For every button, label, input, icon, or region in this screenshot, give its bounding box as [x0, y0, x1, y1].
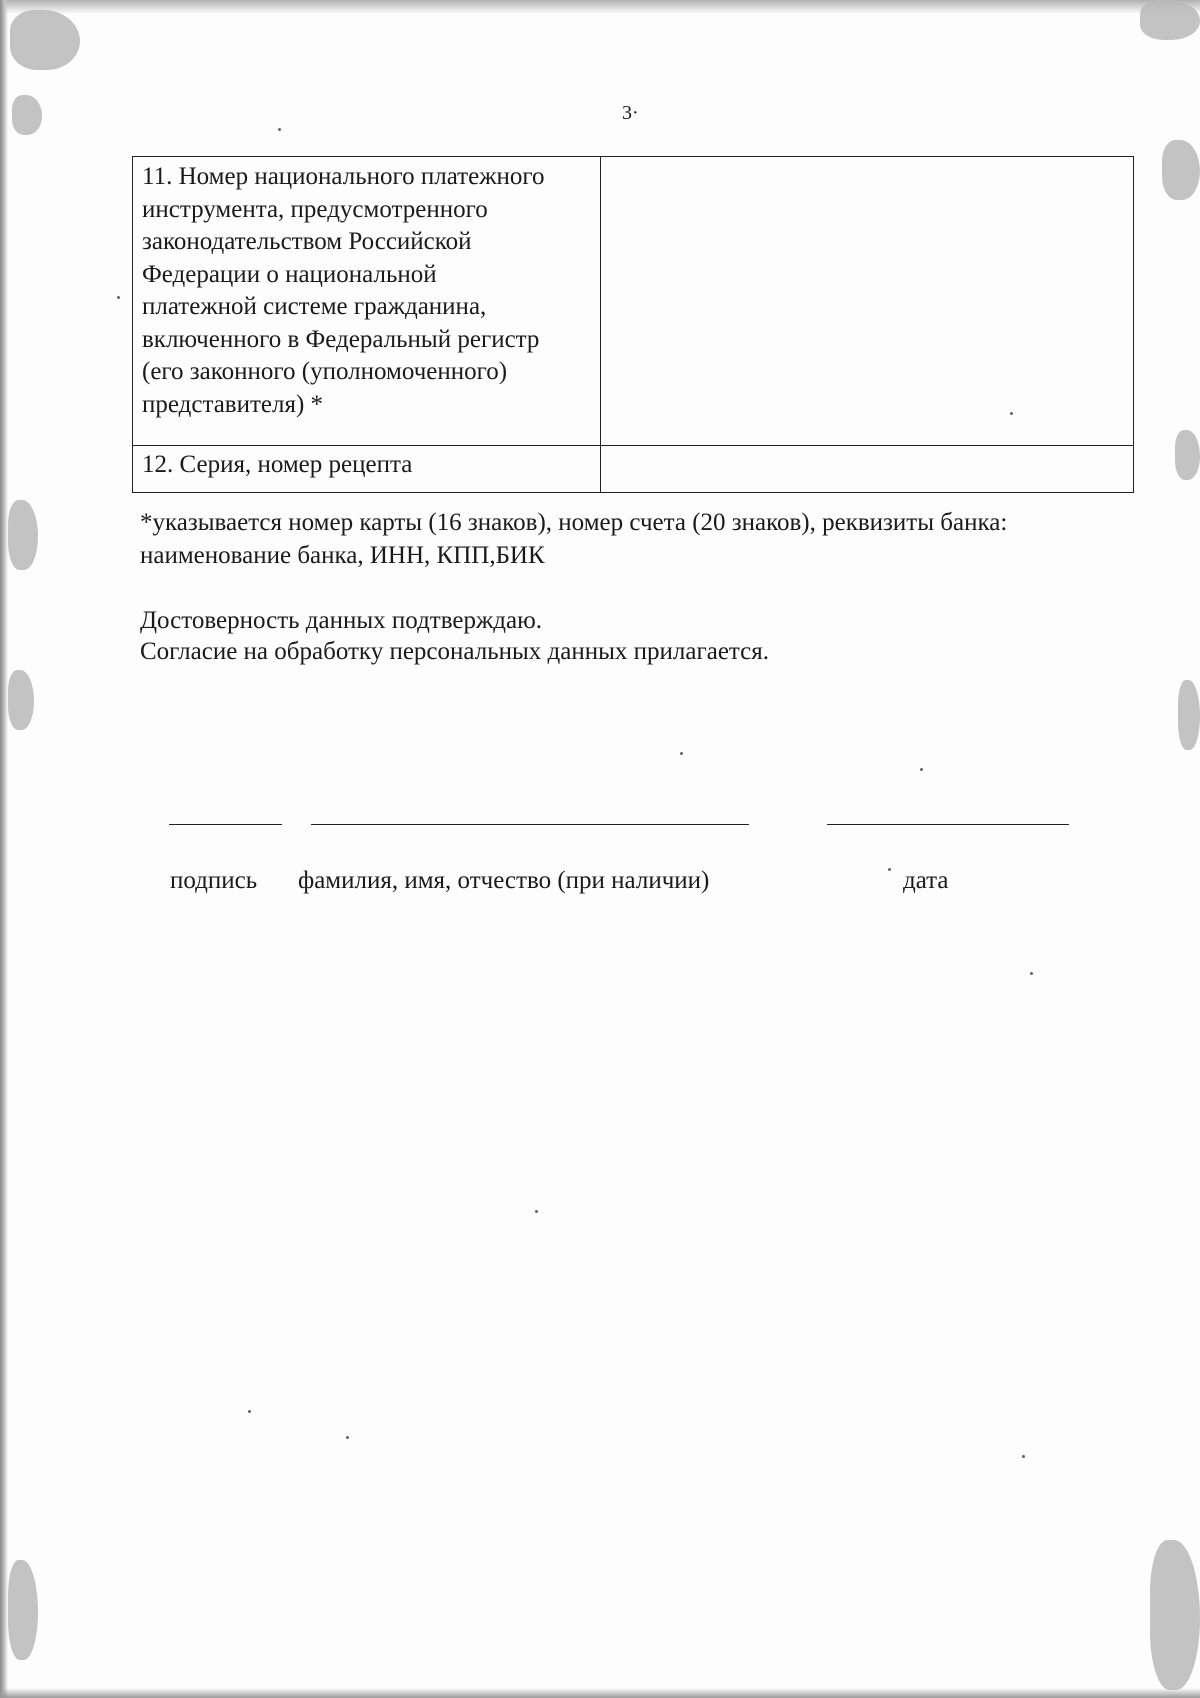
scan-speck	[680, 752, 683, 755]
field-label-prescription: 12. Серия, номер рецепта	[133, 446, 601, 493]
fullname-line[interactable]	[311, 824, 749, 825]
signature-caption: подпись	[170, 867, 258, 894]
table-row	[133, 157, 1134, 446]
page-number: 3·	[622, 102, 639, 124]
scan-speck	[346, 1436, 349, 1439]
scan-blot	[1178, 680, 1200, 750]
scan-blot	[10, 10, 80, 70]
scan-blot	[1162, 140, 1200, 200]
scan-speck	[117, 296, 120, 299]
field-value-payment-instrument[interactable]	[601, 157, 1134, 446]
scan-edge-top	[0, 0, 1200, 14]
scan-speck	[1010, 412, 1013, 415]
scan-speck	[1030, 972, 1033, 975]
table-row	[133, 446, 1134, 493]
scan-speck	[888, 868, 891, 871]
scan-blot	[12, 95, 42, 135]
scan-blot	[1150, 1540, 1200, 1690]
footnote: *указывается номер карты (16 знаков), номер счета (20 знаков), реквизиты банка: наименование банка, ИНН, КПП,БИК	[140, 509, 1008, 569]
application-form-table	[132, 156, 1134, 493]
date-line[interactable]	[827, 824, 1069, 825]
field-label-payment-instrument: 11. Номер национального платежного инструмента, предусмотренного законодательством Российской Федерации о национальной платежной системе гражданина, включенного в Федеральный регистр (его законного (уполномоченного) представителя) *	[133, 157, 601, 446]
scan-speck	[278, 128, 281, 131]
scan-blot	[8, 500, 38, 570]
scan-edge-left	[0, 0, 8, 1698]
scan-speck	[535, 1210, 538, 1213]
scan-speck	[248, 1410, 251, 1413]
scan-blot	[1175, 430, 1200, 480]
date-caption: дата	[903, 867, 949, 894]
scan-speck	[920, 768, 923, 771]
field-value-prescription[interactable]	[601, 446, 1134, 493]
scan-edge-bottom	[0, 1688, 1200, 1698]
scan-blot	[1140, 0, 1200, 40]
scan-blot	[8, 670, 34, 730]
confirmation-statement: Достоверность данных подтверждаю. Согласие на обработку персональных данных прилагается.	[140, 607, 769, 665]
fullname-caption: фамилия, имя, отчество (при наличии)	[298, 867, 710, 894]
scan-blot	[8, 1560, 38, 1660]
signature-line[interactable]	[169, 824, 282, 825]
scan-speck	[1022, 1455, 1025, 1458]
